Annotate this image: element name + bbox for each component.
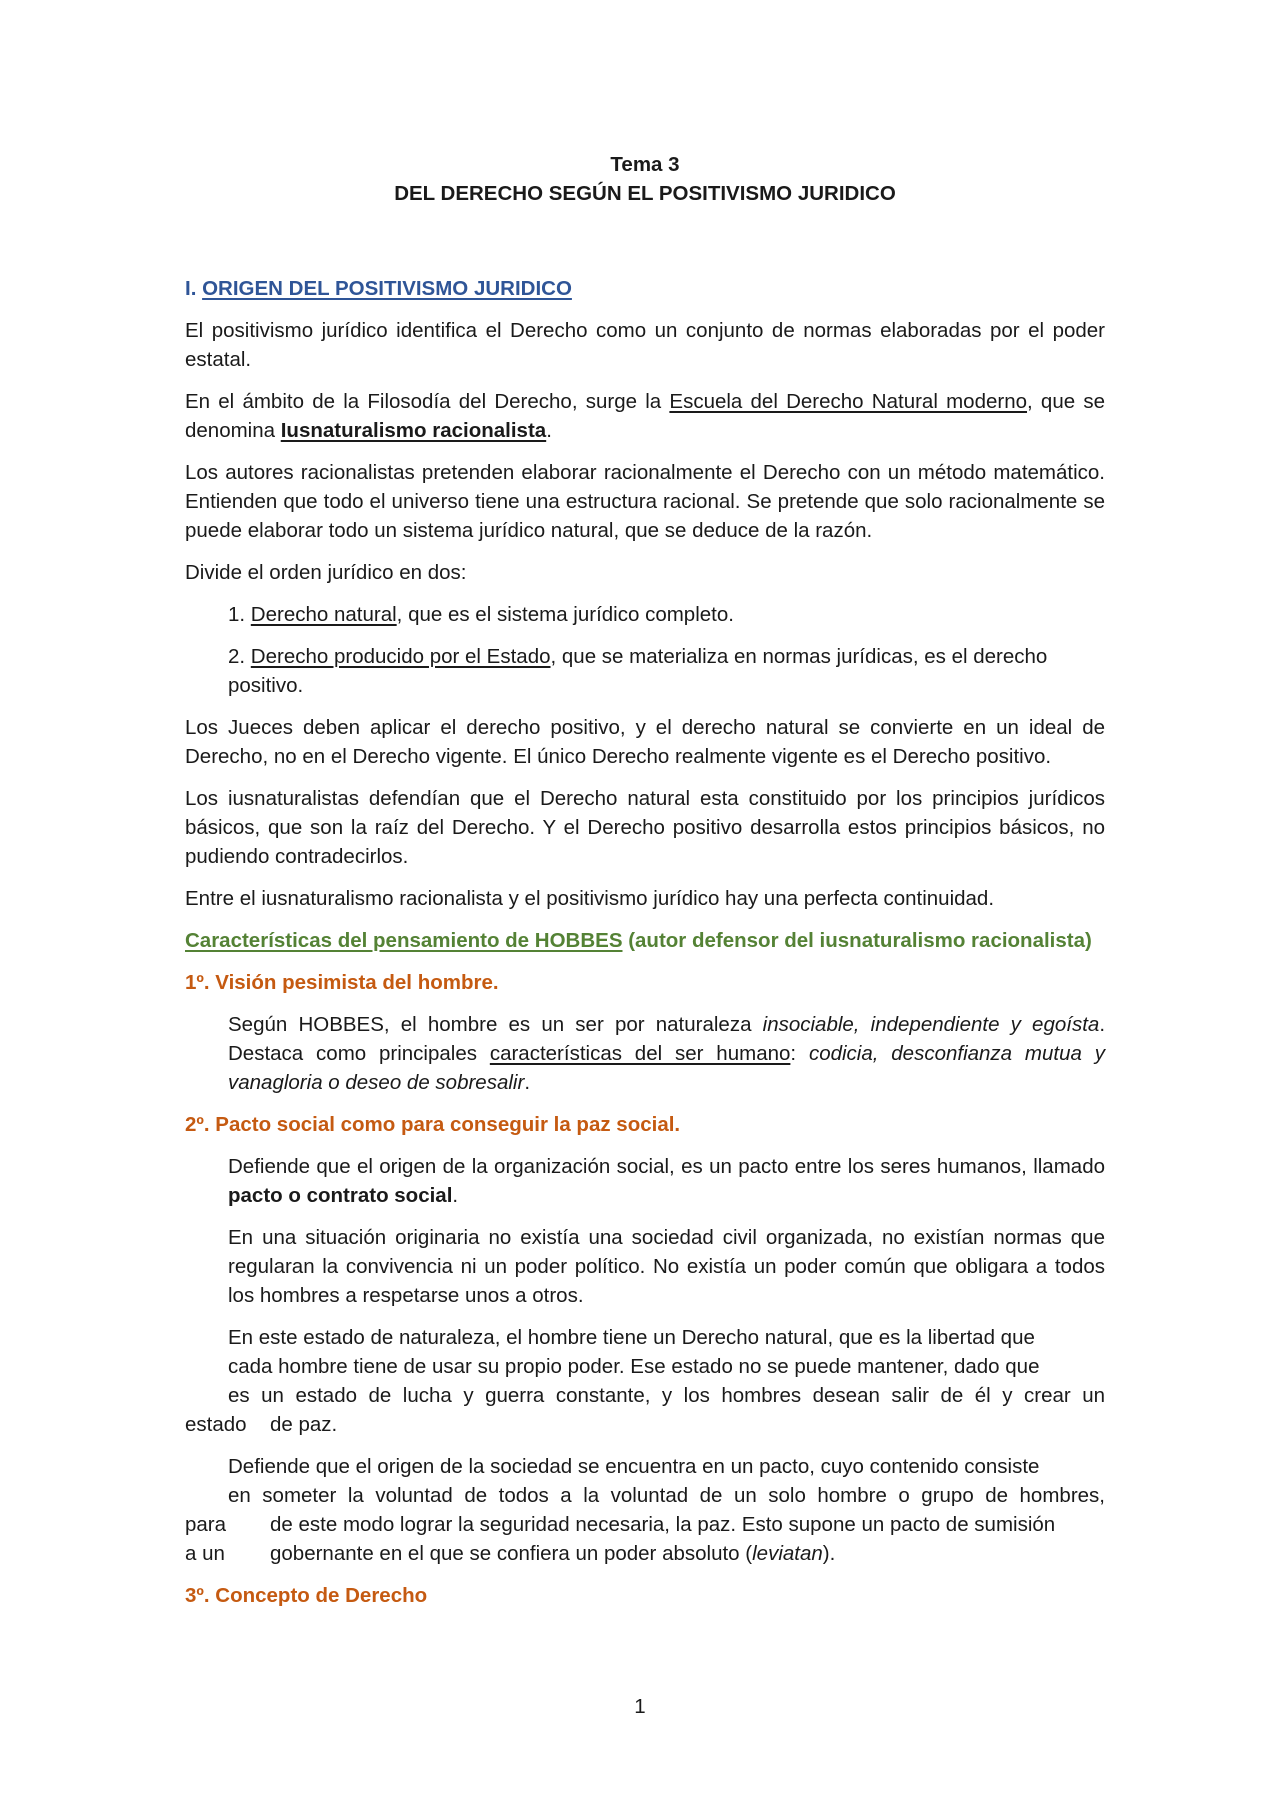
line: cada hombre tiene de usar su propio poder. Ese estado no se puede mantener, dado que	[228, 1355, 1040, 1378]
list-number: 2.	[228, 645, 251, 668]
line	[185, 1539, 1105, 1568]
paragraph-spill	[185, 1323, 1105, 1439]
line-text: de este modo lograr la seguridad necesaria, la paz. Esto supone un pacto de sumisión	[270, 1513, 1056, 1536]
paragraph: Los iusnaturalistas defendían que el Derecho natural esta constituido por los principios jurídicos básicos, que son la raíz del Derecho. Y el Derecho positivo desarrolla estos principios básicos, no pudiendo contradecirlos.	[185, 787, 1105, 868]
text-run: .	[452, 1184, 459, 1207]
line-text	[185, 1539, 1105, 1568]
paragraph: Entre el iusnaturalismo racionalista y el positivismo jurídico hay una perfecta continuidad.	[185, 887, 995, 910]
text-run: Según HOBBES, el hombre es un ser por naturaleza	[228, 1013, 763, 1036]
line: En este estado de naturaleza, el hombre tiene un Derecho natural, que es la libertad que	[228, 1326, 1035, 1349]
document-page	[185, 150, 1105, 1623]
paragraph	[185, 1010, 1105, 1097]
line: en someter la voluntad de todos a la voluntad de un solo hombre o grupo de hombres,	[228, 1484, 1105, 1507]
italic-term: codicia, desconfianza mutua y vanagloria o deseo de sobresalir	[228, 1042, 1105, 1094]
paragraph: Los Jueces deben aplicar el derecho positivo, y el derecho natural se convierte en un ideal de Derecho, no en el Derecho vigente. El único Derecho realmente vigente es el Derecho positivo.	[185, 716, 1105, 768]
text-run: .	[524, 1071, 531, 1094]
line-label: para	[185, 1513, 227, 1536]
text-run: , que es el sistema jurídico completo.	[396, 603, 734, 626]
hobbes-heading-underlined: Características del pensamiento de HOBBES	[185, 929, 623, 952]
text-run: :	[790, 1042, 809, 1065]
line-label: a un	[185, 1542, 225, 1565]
list-number: 1.	[228, 603, 251, 626]
tema-label: Tema 3	[610, 153, 680, 176]
section-number: I.	[185, 277, 203, 300]
underlined-term: Derecho natural	[250, 603, 397, 626]
paragraph: El positivismo jurídico identifica el Derecho como un conjunto de normas elaboradas por el poder estatal.	[185, 319, 1105, 371]
list-item	[185, 642, 1105, 700]
paragraph: Divide el orden jurídico en dos:	[185, 561, 467, 584]
line-label: estado	[185, 1413, 247, 1436]
underlined-term: características del ser humano	[489, 1042, 791, 1065]
section-title: ORIGEN DEL POSITIVISMO JURIDICO	[202, 277, 572, 300]
document-title: DEL DERECHO SEGÚN EL POSITIVISMO JURIDICO	[394, 182, 896, 205]
text-run: . Destaca como principales	[228, 1013, 1106, 1065]
line-text: de paz.	[270, 1413, 338, 1436]
hobbes-heading-rest: (autor defensor del iusnaturalismo racionalista)	[622, 929, 1092, 952]
section-heading	[185, 274, 1105, 303]
paragraph	[185, 1152, 1105, 1210]
bold-underlined-term: Iusnaturalismo racionalista	[280, 419, 547, 442]
line: Defiende que el origen de la sociedad se encuentra en un pacto, cuyo contenido consiste	[228, 1455, 1040, 1478]
paragraph: En una situación originaria no existía una sociedad civil organizada, no existían normas que regularan la convivencia ni un poder político. No existía un poder común que obligara a todos los hombres a respetarse unos a otros.	[228, 1226, 1105, 1307]
paragraph-spill	[185, 1452, 1105, 1568]
text-run: En el ámbito de la Filosodía del Derecho, surge la	[185, 390, 670, 413]
line: es un estado de lucha y guerra constante, y los hombres desean salir de él y crear un	[228, 1384, 1105, 1407]
text-run: , que se denomina	[185, 390, 1105, 442]
page-number: 1	[634, 1695, 646, 1718]
paragraph: Los autores racionalistas pretenden elaborar racionalmente el Derecho con un método matemático. Entienden que todo el universo tiene una estructura racional. Se pretende que solo racionalmente se puede elaborar todo un sistema jurídico natural, que se deduce de la razón.	[185, 461, 1105, 542]
list-item	[185, 600, 1105, 629]
paragraph	[185, 387, 1105, 445]
italic-term: insociable, independiente y egoísta	[762, 1013, 1100, 1036]
text-run: ).	[822, 1542, 836, 1565]
text-run: Defiende que el origen de la organización social, es un pacto entre los seres humanos, llamado	[228, 1155, 1105, 1178]
point-title: 2º. Pacto social como para conseguir la paz social.	[185, 1113, 681, 1136]
text-run: gobernante en el que se confiera un poder absoluto (	[270, 1542, 753, 1565]
point-title: 1º. Visión pesimista del hombre.	[185, 971, 499, 994]
underlined-term: Escuela del Derecho Natural moderno	[669, 390, 1028, 413]
hobbes-heading	[185, 926, 1105, 955]
italic-term: leviatan	[752, 1542, 823, 1565]
underlined-term: Derecho producido por el Estado	[250, 645, 551, 668]
text-run: .	[546, 419, 552, 442]
line	[185, 1510, 1105, 1539]
line	[185, 1410, 1105, 1439]
point-title: 3º. Concepto de Derecho	[185, 1584, 428, 1607]
bold-term: pacto o contrato social	[228, 1184, 453, 1207]
text-run: , que se materializa en normas jurídicas, es el derecho positivo.	[228, 645, 1048, 697]
